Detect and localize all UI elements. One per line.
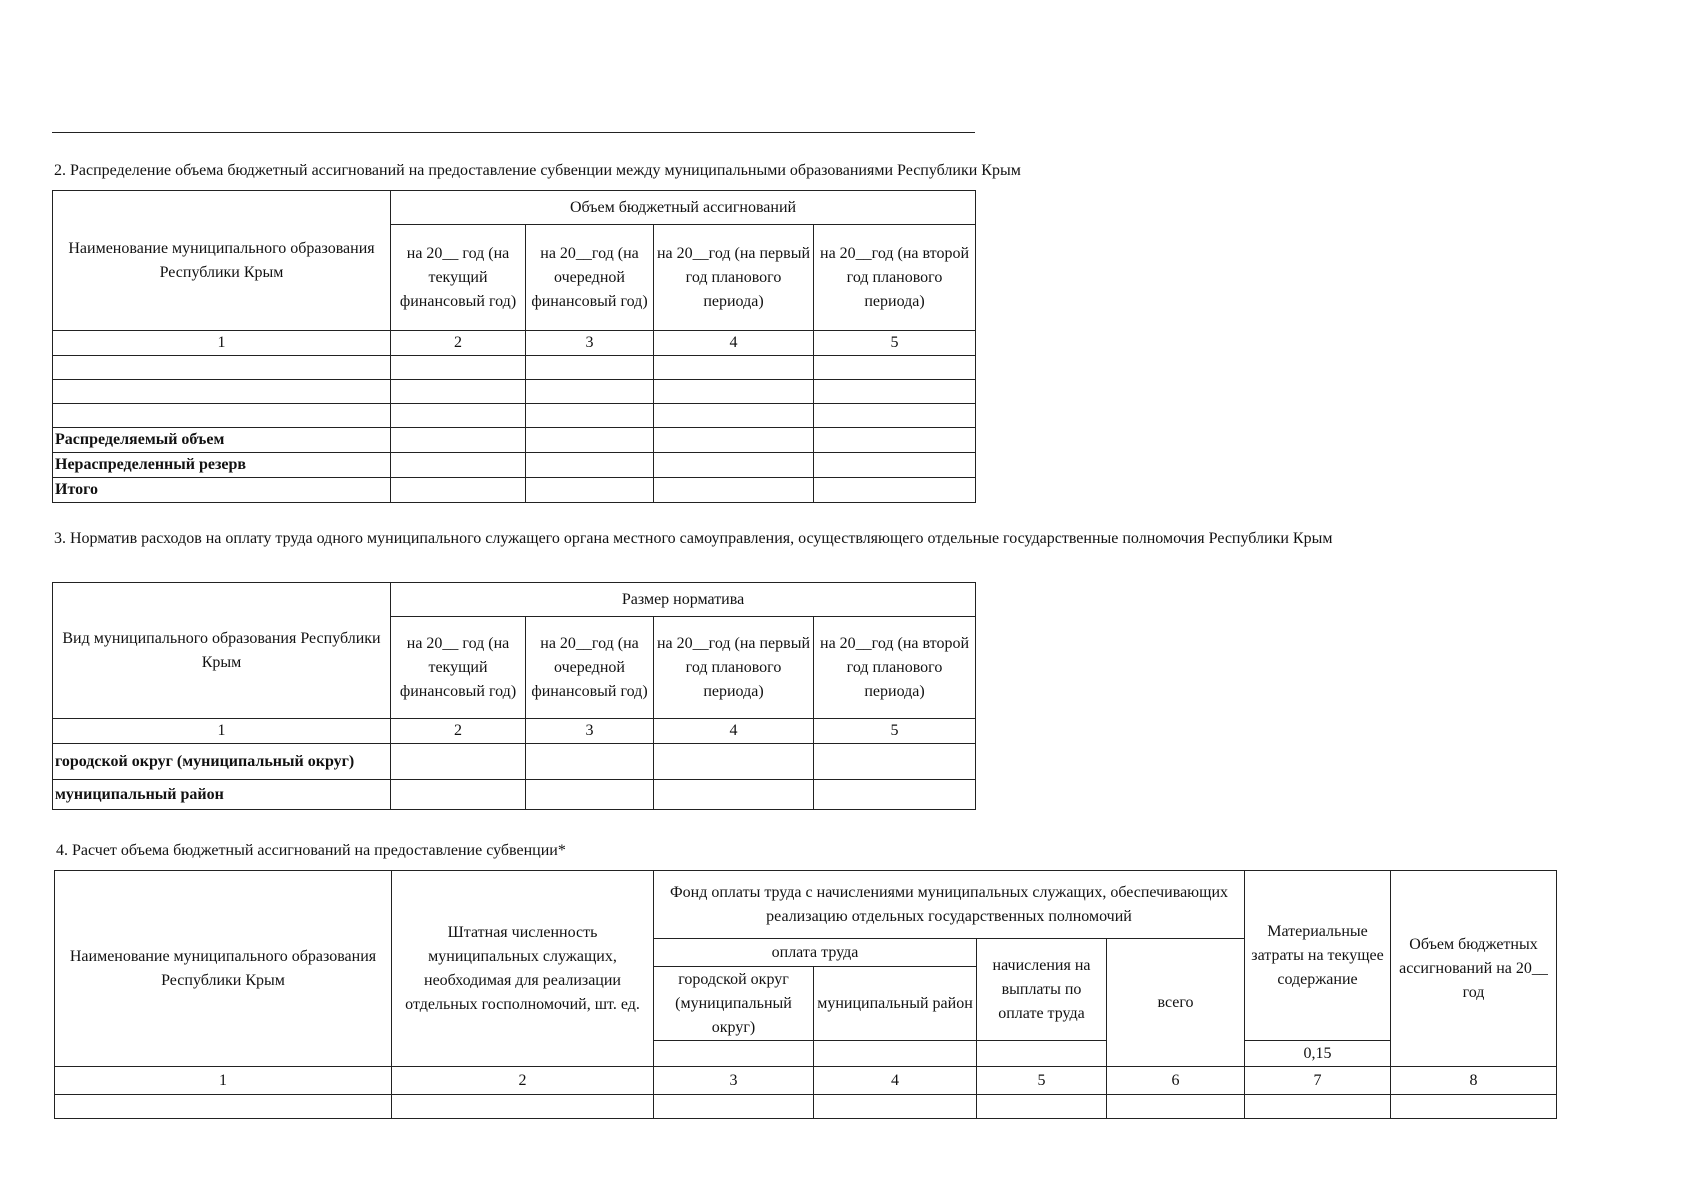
- empty-cell: [977, 1095, 1107, 1119]
- empty-cell: [814, 780, 976, 810]
- section-2-heading: 2. Распределение объема бюджетный ассигнований на предоставление субвенции между муниципальными образованиями Республики Крым: [54, 162, 1021, 179]
- empty-cell: [526, 356, 654, 380]
- column-number: 4: [654, 719, 814, 744]
- norm-group-header: Размер норматива: [391, 583, 976, 617]
- empty-cell: [814, 1041, 977, 1067]
- column-number: 1: [53, 719, 391, 744]
- empty-cell: [814, 1095, 977, 1119]
- empty-cell: [391, 380, 526, 404]
- empty-cell: [654, 404, 814, 428]
- table-row: [53, 356, 976, 380]
- year-current-header: на 20__ год (на текущий финансовый год): [391, 225, 526, 331]
- empty-cell: [526, 478, 654, 503]
- column-number: 3: [526, 719, 654, 744]
- empty-cell: [654, 453, 814, 478]
- table-row: [53, 478, 976, 503]
- empty-cell: [814, 744, 976, 780]
- allocation-volume-header: Объем бюджетных ассигнований на 20__ год: [1391, 871, 1557, 1067]
- municipality-type-header: Вид муниципального образования Республики Крым: [53, 583, 391, 719]
- empty-cell: [814, 356, 976, 380]
- empty-cell: [654, 428, 814, 453]
- empty-cell: [814, 380, 976, 404]
- empty-cell: [1107, 1095, 1245, 1119]
- year-plan-first-header: на 20__год (на первый год планового периода): [654, 225, 814, 331]
- empty-cell: [55, 1095, 392, 1119]
- empty-cell: [814, 428, 976, 453]
- row-label: [53, 404, 391, 428]
- table-row: [53, 380, 976, 404]
- empty-cell: [391, 744, 526, 780]
- empty-cell: [654, 744, 814, 780]
- empty-cell: [654, 380, 814, 404]
- year-plan-first-header: на 20__год (на первый год планового периода): [654, 617, 814, 719]
- column-number: 2: [391, 719, 526, 744]
- row-label: [53, 356, 391, 380]
- column-number: 6: [1107, 1067, 1245, 1095]
- empty-cell: [526, 428, 654, 453]
- allocation-table: [52, 190, 976, 503]
- total-header: всего: [1107, 939, 1245, 1067]
- municipality-name-header: Наименование муниципального образования Республики Крым: [55, 871, 392, 1067]
- column-number: 4: [654, 331, 814, 356]
- column-number: 1: [55, 1067, 392, 1095]
- municipal-district-wages-header: муниципальный район: [814, 967, 977, 1041]
- empty-cell: [654, 356, 814, 380]
- row-label: [53, 380, 391, 404]
- year-current-header: на 20__ год (на текущий финансовый год): [391, 617, 526, 719]
- empty-cell: [391, 428, 526, 453]
- table-row: [53, 453, 976, 478]
- empty-cell: [814, 478, 976, 503]
- empty-cell: [391, 453, 526, 478]
- column-number: 2: [391, 331, 526, 356]
- table-row: [53, 780, 976, 810]
- urban-district-label: городской округ (муниципальный округ): [53, 744, 391, 780]
- empty-cell: [1391, 1095, 1557, 1119]
- table-row: [53, 404, 976, 428]
- signature-line: [52, 132, 975, 133]
- norm-table: [52, 582, 976, 810]
- column-number: 3: [526, 331, 654, 356]
- empty-cell: [391, 780, 526, 810]
- accruals-header: начисления на выплаты по оплате труда: [977, 939, 1107, 1041]
- empty-cell: [392, 1095, 654, 1119]
- column-number: 4: [814, 1067, 977, 1095]
- column-number: 5: [977, 1067, 1107, 1095]
- empty-cell: [391, 404, 526, 428]
- distributed-volume-label: Распределяемый объем: [53, 428, 391, 453]
- municipality-name-header: Наименование муниципального образования Республики Крым: [53, 191, 391, 331]
- total-label: Итого: [53, 478, 391, 503]
- empty-cell: [977, 1041, 1107, 1067]
- empty-cell: [526, 744, 654, 780]
- urban-district-wages-header: городской округ (муниципальный округ): [654, 967, 814, 1041]
- empty-cell: [654, 1095, 814, 1119]
- municipal-district-label: муниципальный район: [53, 780, 391, 810]
- empty-cell: [391, 478, 526, 503]
- year-plan-second-header: на 20__год (на второй год планового периода): [814, 617, 976, 719]
- staff-count-header: Штатная численность муниципальных служащих, необходимая для реализации отдельных госполномочий, шт. ед.: [392, 871, 654, 1067]
- empty-cell: [526, 453, 654, 478]
- empty-cell: [526, 404, 654, 428]
- undistributed-reserve-label: Нераспределенный резерв: [53, 453, 391, 478]
- column-number: 2: [392, 1067, 654, 1095]
- material-coefficient: 0,15: [1245, 1041, 1391, 1067]
- empty-cell: [1245, 1095, 1391, 1119]
- column-number: 5: [814, 719, 976, 744]
- payroll-fund-header: Фонд оплаты труда с начислениями муниципальных служащих, обеспечивающих реализацию отдельных государственных полномочий: [654, 871, 1245, 939]
- year-plan-second-header: на 20__год (на второй год планового периода): [814, 225, 976, 331]
- empty-cell: [814, 404, 976, 428]
- empty-cell: [526, 780, 654, 810]
- empty-cell: [654, 1041, 814, 1067]
- column-number: 7: [1245, 1067, 1391, 1095]
- column-number: 1: [53, 331, 391, 356]
- section-4-heading: 4. Расчет объема бюджетный ассигнований на предоставление субвенции*: [56, 842, 566, 859]
- empty-cell: [654, 478, 814, 503]
- table-row: [53, 428, 976, 453]
- section-3-heading: 3. Норматив расходов на оплату труда одного муниципального служащего органа местного самоуправления, осуществляющего отдельные государственные полномочия Республики Крым: [54, 530, 1333, 547]
- calculation-table: [54, 870, 1557, 1119]
- table-row: [55, 1095, 1557, 1119]
- empty-cell: [654, 780, 814, 810]
- material-costs-header: Материальные затраты на текущее содержание: [1245, 871, 1391, 1041]
- wages-header: оплата труда: [654, 939, 977, 967]
- column-number: 3: [654, 1067, 814, 1095]
- allocation-group-header: Объем бюджетный ассигнований: [391, 191, 976, 225]
- empty-cell: [526, 380, 654, 404]
- column-number: 5: [814, 331, 976, 356]
- column-number: 8: [1391, 1067, 1557, 1095]
- empty-cell: [814, 453, 976, 478]
- year-next-header: на 20__год (на очередной финансовый год): [526, 617, 654, 719]
- empty-cell: [391, 356, 526, 380]
- year-next-header: на 20__год (на очередной финансовый год): [526, 225, 654, 331]
- table-row: [53, 744, 976, 780]
